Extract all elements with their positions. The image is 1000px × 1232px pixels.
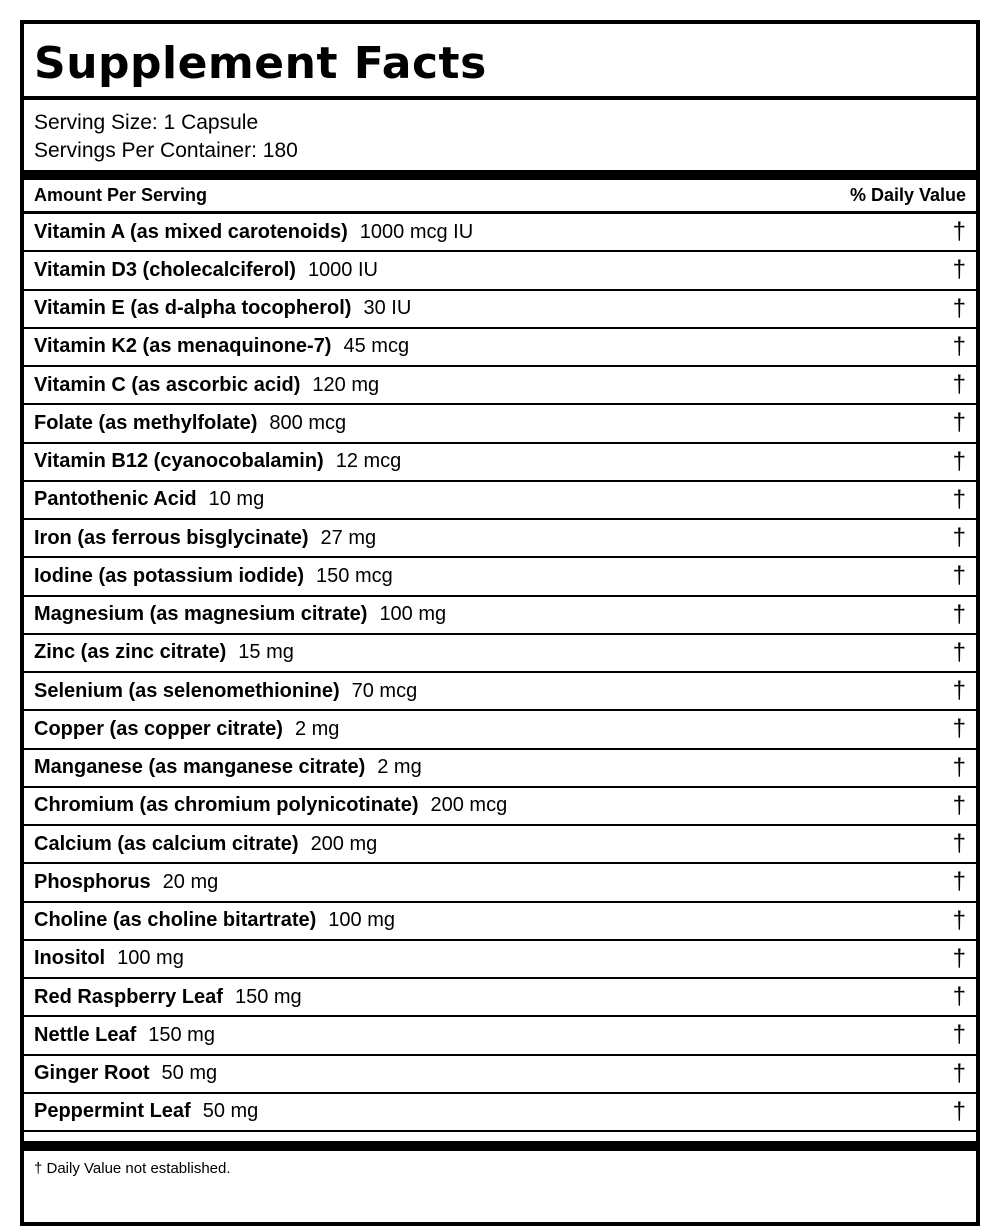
ingredient-info [34, 756, 422, 779]
ingredient-row [24, 788, 976, 826]
ingredient-amount: 100 mg [117, 947, 184, 970]
amount-per-serving-header: Amount Per Serving [34, 185, 208, 205]
ingredient-row [24, 597, 976, 635]
daily-value-dagger: † [952, 791, 966, 819]
ingredient-name: Iodine (as potassium iodide) [34, 564, 305, 587]
ingredient-row [24, 367, 976, 405]
daily-value-dagger: † [952, 600, 966, 628]
ingredient-amount: 50 mg [202, 1100, 259, 1123]
ingredient-amount: 70 mcg [351, 679, 418, 702]
ingredient-row [24, 673, 976, 711]
ingredient-row [24, 903, 976, 941]
ingredient-name: Choline (as choline bitartrate) [34, 909, 317, 932]
ingredient-row [24, 405, 976, 443]
ingredient-name: Peppermint Leaf [34, 1100, 191, 1123]
daily-value-dagger: † [952, 715, 966, 743]
ingredient-info [34, 527, 376, 550]
ingredient-info [34, 603, 446, 626]
ingredient-info [34, 909, 395, 932]
daily-value-dagger: † [952, 1059, 966, 1087]
ingredient-name: Folate (as methylfolate) [34, 411, 258, 434]
ingredient-name: Vitamin A (as mixed carotenoids) [34, 220, 348, 243]
ingredient-row [24, 214, 976, 252]
ingredient-name: Pantothenic Acid [34, 488, 197, 511]
ingredient-amount: 100 mg [328, 909, 395, 932]
ingredient-amount: 1000 mcg IU [359, 220, 474, 243]
ingredient-amount: 2 mg [294, 717, 340, 740]
ingredient-row [24, 520, 976, 558]
footnote-divider [24, 1141, 976, 1151]
serving-divider [24, 170, 976, 180]
daily-value-dagger: † [952, 485, 966, 513]
ingredient-row [24, 750, 976, 788]
ingredient-amount: 12 mcg [335, 450, 402, 473]
column-header-row [24, 180, 976, 214]
ingredient-row [24, 711, 976, 749]
daily-value-dagger: † [952, 868, 966, 896]
daily-value-header: % Daily Value [849, 185, 966, 205]
ingredient-row [24, 252, 976, 290]
ingredient-name: Vitamin K2 (as menaquinone-7) [34, 335, 332, 358]
ingredient-amount: 45 mcg [343, 335, 410, 358]
daily-value-dagger: † [952, 218, 966, 246]
ingredient-row [24, 482, 976, 520]
ingredient-row [24, 1056, 976, 1094]
ingredient-info [34, 871, 218, 894]
ingredient-row [24, 826, 976, 864]
ingredient-info [34, 374, 379, 397]
daily-value-dagger: † [952, 409, 966, 437]
ingredient-amount: 120 mg [312, 373, 380, 396]
daily-value-dagger: † [952, 677, 966, 705]
daily-value-dagger: † [952, 294, 966, 322]
ingredient-row [24, 635, 976, 673]
ingredient-amount: 1000 IU [307, 258, 378, 281]
ingredient-info [34, 221, 473, 244]
ingredient-name: Chromium (as chromium polynicotinate) [34, 794, 419, 817]
ingredient-info [34, 947, 184, 970]
ingredient-row [24, 1094, 976, 1132]
daily-value-dagger: † [952, 332, 966, 360]
ingredient-list [24, 214, 976, 1132]
ingredient-amount: 200 mcg [430, 794, 508, 817]
ingredient-name: Vitamin B12 (cyanocobalamin) [34, 450, 324, 473]
daily-value-dagger: † [952, 638, 966, 666]
ingredient-amount: 100 mg [379, 603, 447, 626]
ingredient-info [34, 718, 339, 741]
serving-size: Serving Size: 1 Capsule [34, 111, 259, 134]
ingredient-row [24, 941, 976, 979]
ingredient-name: Copper (as copper citrate) [34, 717, 283, 740]
ingredient-amount: 15 mg [238, 641, 294, 664]
ingredient-info [34, 1024, 215, 1047]
ingredient-row [24, 1017, 976, 1055]
ingredient-info [34, 412, 346, 435]
daily-value-dagger: † [952, 1021, 966, 1049]
ingredient-amount: 30 IU [363, 297, 412, 320]
daily-value-dagger: † [952, 983, 966, 1011]
ingredient-info [34, 641, 294, 664]
ingredient-info [34, 297, 411, 320]
ingredient-info [34, 565, 393, 588]
ingredient-info [34, 488, 264, 511]
ingredient-name: Vitamin D3 (cholecalciferol) [34, 258, 296, 281]
ingredient-name: Selenium (as selenomethionine) [34, 679, 340, 702]
list-end-spacer [24, 1132, 976, 1141]
ingredient-amount: 150 mg [234, 985, 302, 1008]
daily-value-dagger: † [952, 1097, 966, 1125]
ingredient-row [24, 864, 976, 902]
ingredient-name: Zinc (as zinc citrate) [34, 641, 227, 664]
ingredient-amount: 27 mg [320, 526, 377, 549]
ingredient-info [34, 986, 302, 1009]
daily-value-dagger: † [952, 753, 966, 781]
daily-value-dagger: † [952, 256, 966, 284]
ingredient-name: Iron (as ferrous bisglycinate) [34, 526, 309, 549]
daily-value-dagger: † [952, 371, 966, 399]
ingredient-amount: 800 mcg [269, 411, 347, 434]
ingredient-info [34, 335, 409, 358]
label-title: Supplement Facts [34, 38, 487, 89]
servings-per-container: Servings Per Container: 180 [34, 139, 298, 162]
serving-info [24, 100, 976, 170]
ingredient-amount: 150 mcg [316, 564, 393, 587]
ingredient-name: Inositol [34, 947, 106, 970]
ingredient-row [24, 444, 976, 482]
ingredient-name: Manganese (as manganese citrate) [34, 756, 366, 779]
ingredient-name: Vitamin C (as ascorbic acid) [34, 373, 301, 396]
daily-value-dagger: † [952, 944, 966, 972]
ingredient-amount: 200 mg [310, 832, 378, 855]
ingredient-info [34, 1100, 258, 1123]
ingredient-row [24, 329, 976, 367]
ingredient-info [34, 794, 507, 817]
ingredient-name: Calcium (as calcium citrate) [34, 832, 299, 855]
daily-value-footnote: † Daily Value not established. [34, 1160, 231, 1177]
ingredient-name: Red Raspberry Leaf [34, 985, 223, 1008]
ingredient-info [34, 450, 401, 473]
ingredient-amount: 2 mg [377, 756, 422, 779]
ingredient-info [34, 833, 377, 856]
daily-value-dagger: † [952, 906, 966, 934]
ingredient-row [24, 291, 976, 329]
ingredient-name: Vitamin E (as d-alpha tocopherol) [34, 297, 352, 320]
ingredient-amount: 50 mg [161, 1062, 218, 1085]
ingredient-row [24, 979, 976, 1017]
supplement-facts-label [20, 20, 980, 1226]
ingredient-amount: 10 mg [208, 488, 265, 511]
daily-value-dagger: † [952, 447, 966, 475]
daily-value-dagger: † [952, 830, 966, 858]
ingredient-row [24, 558, 976, 596]
daily-value-dagger: † [952, 562, 966, 590]
ingredient-amount: 20 mg [162, 870, 219, 893]
ingredient-name: Ginger Root [34, 1062, 150, 1085]
ingredient-info [34, 259, 378, 282]
ingredient-amount: 150 mg [148, 1023, 215, 1046]
ingredient-info [34, 1062, 217, 1085]
ingredient-name: Magnesium (as magnesium citrate) [34, 603, 368, 626]
ingredient-name: Phosphorus [34, 870, 151, 893]
ingredient-name: Nettle Leaf [34, 1023, 137, 1046]
daily-value-dagger: † [952, 524, 966, 552]
ingredient-info [34, 680, 417, 703]
